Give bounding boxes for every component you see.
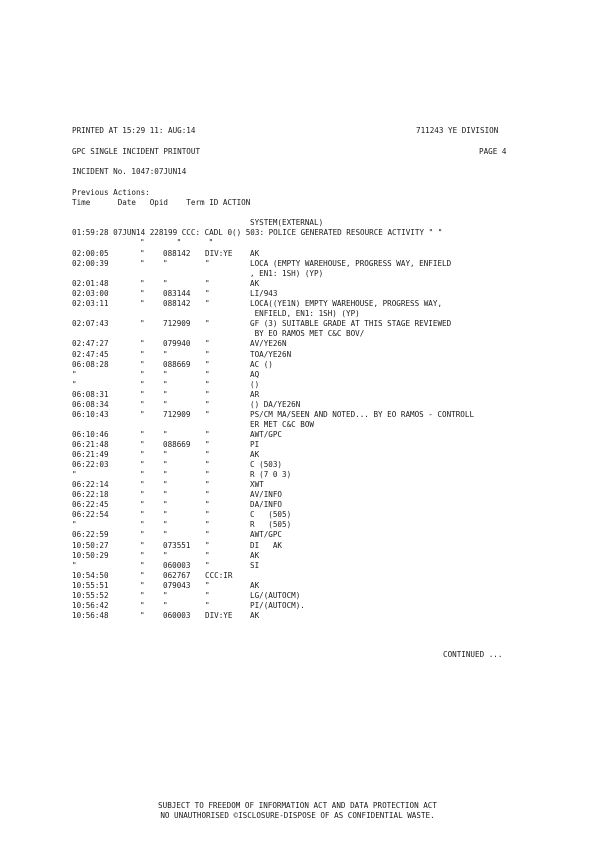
- table-row: [0, 289, 595, 299]
- row-action: R (7 0 3): [250, 470, 292, 480]
- row-term-id: ": [205, 500, 210, 510]
- row-date: ": [140, 600, 145, 610]
- column-headers: Time Date Opid Term ID ACTION: [72, 198, 251, 207]
- row-term-id: ": [205, 389, 210, 399]
- row-time: 06:22:03: [72, 460, 109, 470]
- row-date: ": [140, 550, 145, 560]
- table-row: [0, 510, 595, 520]
- row-action: ER MET C&C BOW: [250, 419, 315, 429]
- row-time: 06:10:43: [72, 409, 109, 419]
- row-time: 02:03:11: [72, 299, 109, 309]
- row-term-id: DIV:YE: [205, 610, 233, 620]
- row-term-id: ": [205, 369, 210, 379]
- row-term-id: ": [205, 520, 210, 530]
- row-action: DA/INFO: [250, 500, 283, 510]
- row-action: LI/943: [250, 289, 278, 299]
- footer-notice-line-1: SUBJECT TO FREEDOM OF INFORMATION ACT AND DATA PROTECTION ACT: [158, 801, 437, 810]
- table-row: [0, 541, 595, 551]
- row-opid: ": [163, 399, 168, 409]
- table-row: [0, 380, 595, 390]
- table-row: [0, 410, 595, 420]
- row-action: SI: [250, 560, 260, 570]
- row-time: 06:22:45: [72, 500, 109, 510]
- row-time: 10:50:27: [72, 540, 109, 550]
- row-time: 06:22:59: [72, 530, 109, 540]
- row-opid: ": [163, 600, 168, 610]
- row-opid: 060003: [163, 560, 191, 570]
- row-date: ": [140, 349, 145, 359]
- row-opid: 079043: [163, 580, 191, 590]
- row-date: ": [140, 279, 145, 289]
- row-action: TOA/YE26N: [250, 349, 292, 359]
- table-row: [0, 530, 595, 540]
- row-date: ": [140, 259, 145, 269]
- row-date: ": [140, 490, 145, 500]
- row-date: ": [140, 339, 145, 349]
- row-term-id: ": [205, 540, 210, 550]
- row-date: ": [140, 429, 145, 439]
- row-time: 10:56:48: [72, 610, 109, 620]
- row-opid: ": [163, 520, 168, 530]
- row-action: AK: [250, 450, 260, 459]
- row-opid: 062767: [163, 570, 191, 580]
- row-time: 06:22:54: [72, 510, 109, 520]
- row-opid: ": [163, 379, 168, 389]
- row-time: ": [72, 560, 77, 570]
- row-term-id: ": [205, 550, 210, 560]
- first-action-line: 01:59:28 07JUN14 228199 CCC: CADL 0() 503: POLICE GENERATED RESOURCE ACTIVITY " ": [72, 228, 443, 237]
- row-date: ": [140, 299, 145, 309]
- row-term-id: ": [205, 480, 210, 490]
- row-opid: 088142: [163, 249, 191, 258]
- table-row: [0, 470, 595, 480]
- row-term-id: ": [205, 349, 210, 359]
- row-action: XWT: [250, 480, 264, 490]
- table-row: [0, 601, 595, 611]
- row-date: ": [140, 570, 145, 580]
- row-opid: ": [163, 389, 168, 399]
- printed-at: PRINTED AT 15:29 11: AUG:14: [72, 126, 196, 135]
- table-row: [0, 591, 595, 601]
- row-term-id: ": [205, 470, 210, 480]
- row-date: ": [140, 520, 145, 530]
- table-row: [0, 339, 595, 349]
- row-time: 10:54:50: [72, 570, 109, 580]
- row-action: AQ: [250, 369, 260, 379]
- row-date: ": [140, 470, 145, 480]
- previous-actions-heading: Previous Actions:: [72, 188, 150, 197]
- row-action: PS/CM MA/SEEN AND NOTED... BY EO RAMOS - CONTROLL: [250, 409, 475, 419]
- table-row: [0, 480, 595, 490]
- table-row: [0, 440, 595, 450]
- row-opid: ": [163, 480, 168, 490]
- row-term-id: ": [205, 339, 210, 349]
- row-action: ENFIELD, EN1: 1SH) (YP): [250, 309, 360, 319]
- table-row: [0, 309, 595, 319]
- table-row: [0, 279, 595, 289]
- row-time: 02:47:45: [72, 349, 109, 359]
- row-time: 02:47:27: [72, 339, 109, 349]
- row-time: 10:50:29: [72, 550, 109, 560]
- row-opid: 088142: [163, 299, 191, 309]
- row-date: ": [140, 540, 145, 550]
- row-action: LOCA (EMPTY WAREHOUSE, PROGRESS WAY, ENFIELD: [250, 259, 452, 269]
- row-term-id: ": [205, 440, 210, 449]
- table-row: [0, 611, 595, 621]
- row-opid: ": [163, 450, 168, 459]
- row-term-id: ": [205, 289, 210, 299]
- table-row: [0, 319, 595, 329]
- row-opid: ": [163, 429, 168, 439]
- system-line: SYSTEM(EXTERNAL): [250, 218, 324, 227]
- table-row: [0, 490, 595, 500]
- row-opid: 712909: [163, 409, 191, 419]
- incident-number: INCIDENT No. 1047:07JUN14: [72, 167, 187, 176]
- row-term-id: DIV:YE: [205, 249, 233, 258]
- row-action: C (503): [250, 460, 283, 470]
- page-number: PAGE 4: [479, 147, 507, 156]
- continued-note: CONTINUED ...: [443, 650, 503, 659]
- row-action: AC (): [250, 359, 273, 369]
- row-opid: 083144: [163, 289, 191, 299]
- row-time: 06:21:48: [72, 440, 109, 449]
- row-action: () DA/YE26N: [250, 399, 301, 409]
- row-date: ": [140, 460, 145, 470]
- row-time: 02:07:43: [72, 319, 109, 329]
- table-row: [0, 520, 595, 530]
- row-action: PI/(AUTOCM).: [250, 600, 305, 610]
- row-term-id: ": [205, 530, 210, 540]
- row-action: DI AK: [250, 540, 283, 550]
- row-opid: ": [163, 550, 168, 560]
- row-opid: ": [163, 510, 168, 520]
- row-term-id: ": [205, 399, 210, 409]
- row-date: ": [140, 289, 145, 299]
- row-time: 06:08:28: [72, 359, 109, 369]
- division: 711243 YE DIVISION: [416, 126, 499, 135]
- row-term-id: ": [205, 600, 210, 610]
- row-action: , EN1: 1SH) (YP): [250, 269, 324, 279]
- row-action: AK: [250, 580, 260, 590]
- row-term-id: ": [205, 429, 210, 439]
- row-action: BY EO RAMOS MET C&C BOV/: [250, 329, 365, 339]
- table-row: [0, 561, 595, 571]
- row-action: R (505): [250, 520, 292, 530]
- row-opid: 060003: [163, 610, 191, 620]
- row-date: ": [140, 359, 145, 369]
- row-time: 10:55:51: [72, 580, 109, 590]
- row-date: ": [140, 409, 145, 419]
- row-term-id: ": [205, 299, 210, 309]
- row-date: ": [140, 399, 145, 409]
- row-date: ": [140, 249, 145, 258]
- row-opid: ": [163, 530, 168, 540]
- row-action: C (505): [250, 510, 292, 520]
- row-term-id: CCC:IR: [205, 570, 233, 580]
- row-date: ": [140, 610, 145, 620]
- row-time: 02:03:00: [72, 289, 109, 299]
- row-term-id: ": [205, 510, 210, 520]
- row-term-id: ": [205, 409, 210, 419]
- row-term-id: ": [205, 580, 210, 590]
- row-time: 06:22:18: [72, 490, 109, 500]
- row-action: AV/YE26N: [250, 339, 287, 349]
- row-opid: 073551: [163, 540, 191, 550]
- row-time: 02:00:39: [72, 259, 109, 269]
- row-action: LOCA((YE1N) EMPTY WAREHOUSE, PROGRESS WAY,: [250, 299, 443, 309]
- row-action: AK: [250, 610, 260, 620]
- row-opid: ": [163, 369, 168, 379]
- row-date: ": [140, 480, 145, 490]
- table-row: [0, 299, 595, 309]
- table-row: [0, 350, 595, 360]
- row-term-id: ": [205, 359, 210, 369]
- footer-notice-line-2: NO UNAUTHORISED ©ISCLOSURE-DISPOSE OF AS CONFIDENTIAL WASTE.: [160, 811, 435, 820]
- table-row: [0, 500, 595, 510]
- row-term-id: ": [205, 560, 210, 570]
- row-date: ": [140, 560, 145, 570]
- row-action: GF (3) SUITABLE GRADE AT THIS STAGE REVIEWED: [250, 319, 452, 329]
- row-time: 06:08:31: [72, 389, 109, 399]
- row-date: ": [140, 590, 145, 600]
- table-row: [0, 551, 595, 561]
- table-row: [0, 571, 595, 581]
- row-date: ": [140, 319, 145, 329]
- row-action: PI: [250, 440, 260, 449]
- row-time: 06:22:14: [72, 480, 109, 490]
- table-row: [0, 269, 595, 279]
- row-time: 06:10:46: [72, 429, 109, 439]
- row-date: ": [140, 450, 145, 459]
- row-time: 02:01:48: [72, 279, 109, 289]
- table-row: [0, 450, 595, 460]
- row-opid: ": [163, 500, 168, 510]
- row-date: ": [140, 510, 145, 520]
- ditto-line: " " ": [140, 238, 214, 247]
- row-time: 10:55:52: [72, 590, 109, 600]
- row-term-id: ": [205, 379, 210, 389]
- table-row: [0, 581, 595, 591]
- table-row: [0, 249, 595, 259]
- row-opid: ": [163, 590, 168, 600]
- table-row: [0, 460, 595, 470]
- row-action: AK: [250, 279, 260, 289]
- row-time: 06:21:49: [72, 450, 109, 459]
- table-row: [0, 430, 595, 440]
- row-action: AV/INFO: [250, 490, 283, 500]
- row-opid: ": [163, 259, 168, 269]
- row-term-id: ": [205, 590, 210, 600]
- row-opid: 088669: [163, 440, 191, 449]
- printout-title: GPC SINGLE INCIDENT PRINTOUT: [72, 147, 201, 156]
- row-term-id: ": [205, 460, 210, 470]
- row-date: ": [140, 530, 145, 540]
- row-time: 06:08:34: [72, 399, 109, 409]
- row-opid: ": [163, 470, 168, 480]
- row-date: ": [140, 440, 145, 449]
- row-action: AK: [250, 550, 260, 560]
- row-action: AWT/GPC: [250, 530, 283, 540]
- row-opid: ": [163, 460, 168, 470]
- row-opid: ": [163, 349, 168, 359]
- row-date: ": [140, 379, 145, 389]
- row-action: AK: [250, 249, 260, 258]
- table-row: [0, 400, 595, 410]
- row-opid: 088669: [163, 359, 191, 369]
- row-date: ": [140, 580, 145, 590]
- row-date: ": [140, 389, 145, 399]
- row-opid: ": [163, 279, 168, 289]
- row-term-id: ": [205, 259, 210, 269]
- row-action: AWT/GPC: [250, 429, 283, 439]
- row-date: ": [140, 369, 145, 379]
- table-row: [0, 259, 595, 269]
- row-time: 10:56:42: [72, 600, 109, 610]
- row-time: ": [72, 369, 77, 379]
- row-term-id: ": [205, 490, 210, 500]
- row-date: ": [140, 500, 145, 510]
- row-opid: ": [163, 490, 168, 500]
- table-row: [0, 360, 595, 370]
- table-row: [0, 420, 595, 430]
- row-term-id: ": [205, 450, 210, 459]
- row-opid: 079940: [163, 339, 191, 349]
- row-term-id: ": [205, 319, 210, 329]
- row-time: 02:00:05: [72, 249, 109, 258]
- row-time: ": [72, 470, 77, 480]
- table-row: [0, 370, 595, 380]
- row-time: ": [72, 379, 77, 389]
- row-action: (): [250, 379, 260, 389]
- row-time: ": [72, 520, 77, 530]
- row-term-id: ": [205, 279, 210, 289]
- table-row: [0, 329, 595, 339]
- table-row: [0, 390, 595, 400]
- row-opid: 712909: [163, 319, 191, 329]
- row-action: LG/(AUTOCM): [250, 590, 301, 600]
- row-action: AR: [250, 389, 260, 399]
